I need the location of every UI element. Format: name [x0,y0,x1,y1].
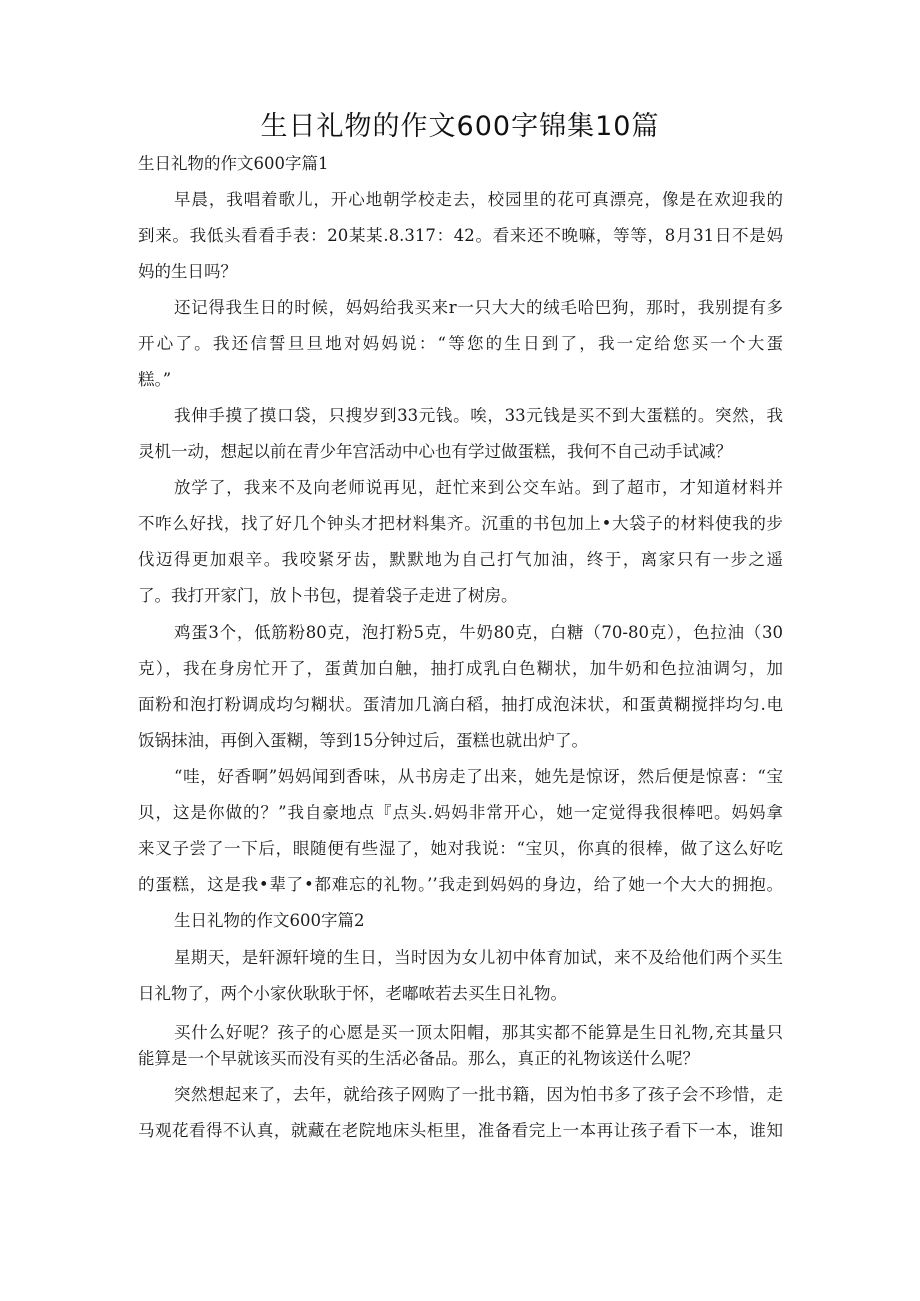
paragraph-line: 能算是一个早就该买而没有买的生活必备品。那么，真正的礼物该送什么呢？ [138,1049,699,1068]
paragraph-line: 了。我打开家门，放卜书包，提着袋子走进了树房。 [138,586,518,605]
paragraph-line: 鸡蛋3个，低筋粉80克，泡打粉5克，牛奶80克，白糖（70-80克），色拉油（30 [174,623,783,642]
paragraph-line: 妈的生日吗？ [138,262,237,281]
paragraph-line: 开心了。我还信誓旦旦地对妈妈说：“等您的生日到了，我一定给您买一个大蛋 [138,334,783,353]
paragraph-line: 我伸手摸了摸口袋，只搜岁到33元钱。唉，33元钱是买不到大蛋糕的。突然，我 [174,406,783,425]
paragraph-line: 灵机一动，想起以前在青少年宫活动中心也有学过做蛋糕，我何不自己动手试减？ [138,442,732,461]
paragraph-line: 面粉和泡打粉调成均匀糊状。蛋清加几滴白稻，抽打成泡沫状，和蛋黄糊搅拌均匀.电 [138,695,783,714]
paragraph-line: 糕。” [138,370,172,389]
paragraph-line: 还记得我生日的时候，妈妈给我买来r一只大大的绒毛哈巴狗，那时，我别提有多 [174,298,783,317]
paragraph-line: 突然想起来了，去年，就给孩子网购了一批书籍，因为怕书多了孩子会不珍惜，走 [174,1085,783,1104]
paragraph-line: 日礼物了，两个小家伙耿耿于怀，老嘟哝若去买生日礼物。 [138,984,567,1003]
paragraph-line: 星期天，是轩源轩境的生日，当时因为女儿初中体育加试，来不及给他们两个买生 [174,948,783,967]
paragraph-line: “哇，好香啊”妈妈闻到香味，从书房走了出来，她先是惊讶，然后便是惊喜：“宝 [174,767,783,786]
paragraph-line: 不咋么好找，找了好几个钟头才把材料集齐。沉重的书包加上•大袋子的材料使我的步 [138,514,783,533]
paragraph-line: 到来。我低头看看手表：20某某.8.317：42。看来还不晚嘛，等等，8月31日不是妈 [138,226,783,245]
paragraph-line: 来叉子尝了一下后，眼随便有些湿了，她对我说：“宝贝，你真的很棒，做了这么好吃 [138,839,783,858]
section-heading: 生日礼物的作文600字篇2 [174,911,365,930]
paragraph-line: 买什么好呢？孩子的心愿是买一顶太阳帽，那其实都不能算是生日礼物,充其量只 [174,1023,783,1042]
paragraph-line: 马观花看得不认真，就藏在老院地床头柜里，准备看完上一本再让孩子看下一本，谁知 [138,1121,783,1140]
paragraph-line: 放学了，我来不及向老师说再见，赶忙来到公交车站。到了超市，才知道材料并 [174,478,783,497]
section-heading: 生日礼物的作文600字篇1 [138,154,329,173]
paragraph-line: 伐迈得更加艰辛。我咬紧牙齿，默默地为自己打气加油，终于，离家只有一步之遥 [138,550,783,569]
paragraph-line: 贝，这是你做的？”我自豪地点『点头.妈妈非常开心，她一定觉得我很棒吧。妈妈拿 [138,803,783,822]
document-title: 生日礼物的作文600字锦集10篇 [260,111,660,142]
paragraph-line: 的蛋糕，这是我•辈了•都难忘的礼物。’’我走到妈妈的身边，给了她一个大大的拥抱。 [138,875,783,894]
paragraph-line: 克），我在身房忙开了，蛋黄加白触，抽打成乳白色糊状，加牛奶和色拉油调匀，加 [138,659,783,678]
paragraph-line: 饭锅抹油，再倒入蛋糊，等到15分钟过后，蛋糕也就出炉了。 [138,731,588,750]
paragraph-line: 早晨，我唱着歌儿，开心地朝学校走去，校园里的花可真漂亮，像是在欢迎我的 [174,190,783,209]
